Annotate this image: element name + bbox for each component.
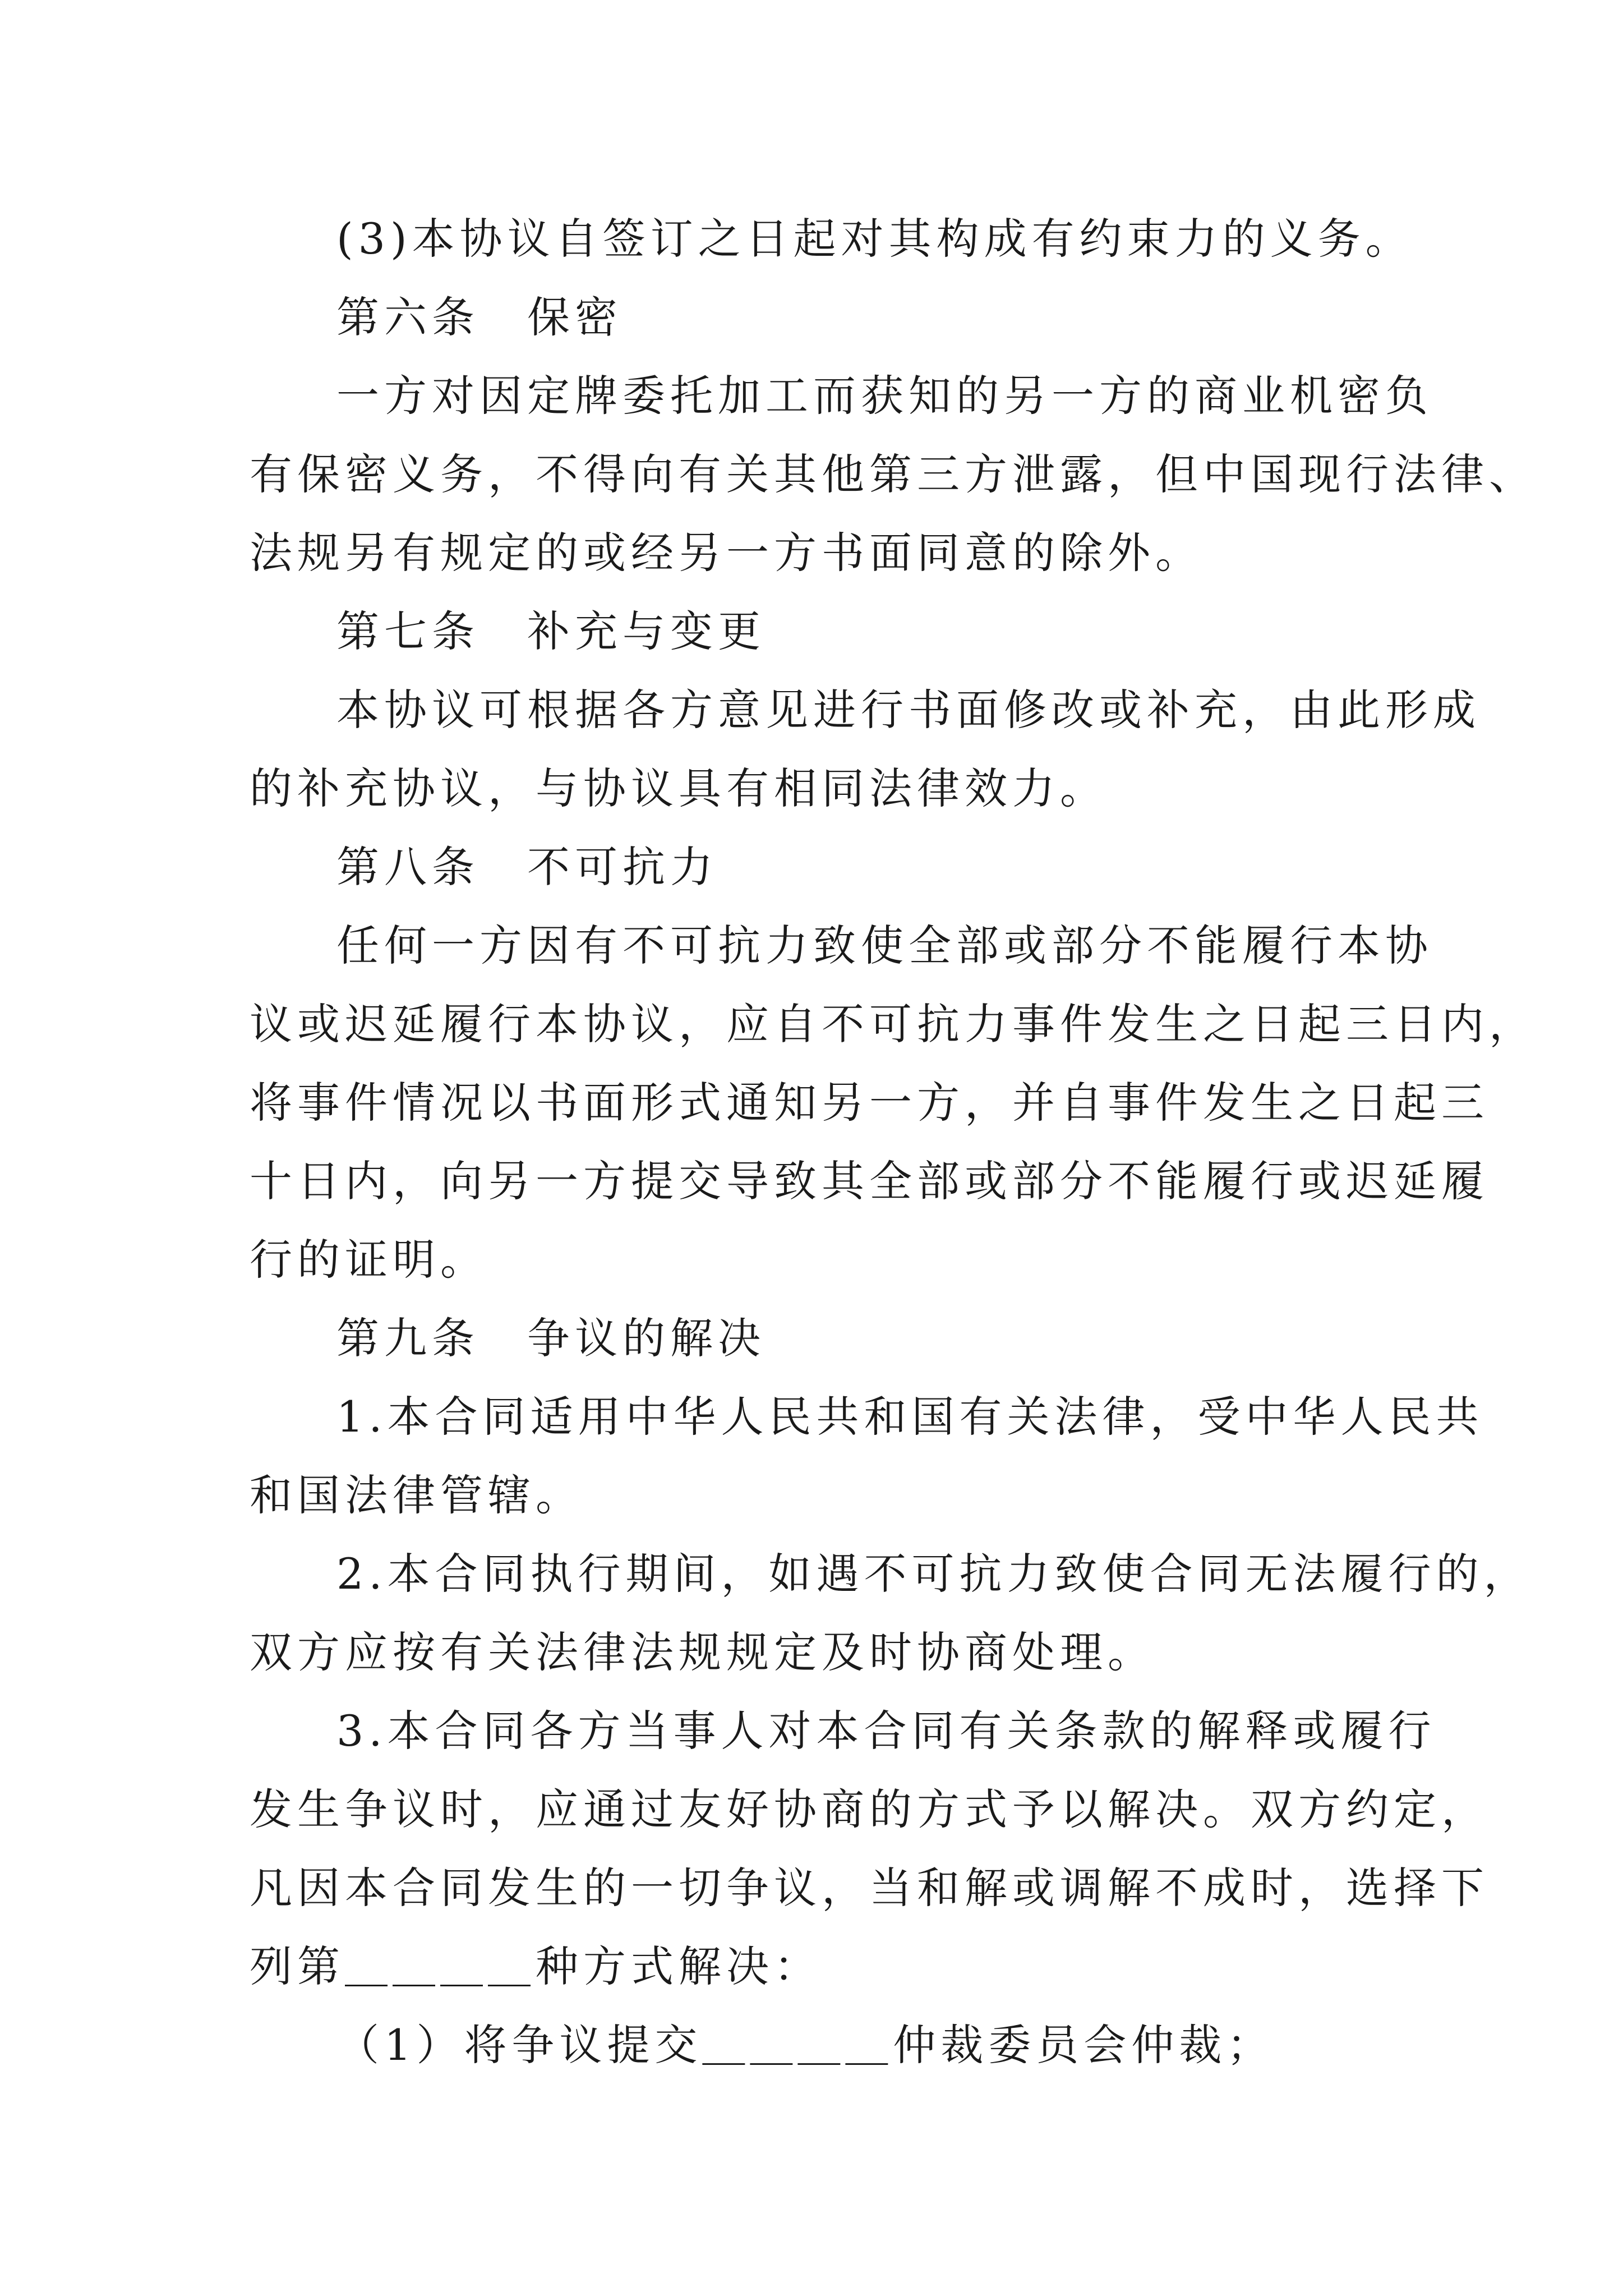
article-9-item-3-line-4: 列第＿＿＿＿种方式解决： [250,1941,822,1991]
article-9-item-1-line-1: 1.本合同适用中华人民共和国有关法律，受中华人民共 [336,1392,1484,1442]
article-6-heading: 第六条 保密 [336,292,623,342]
article-8-text-line-4: 十日内，向另一方提交导致其全部或部分不能履行或迟延履 [250,1156,1489,1206]
article-7-text-line-1: 本协议可根据各方意见进行书面修改或补充，由此形成 [336,685,1481,735]
article-8-text-line-5: 行的证明。 [250,1235,488,1285]
article-6-text-line-1: 一方对因定牌委托加工而获知的另一方的商业机密负 [336,371,1433,421]
article-8-text-line-1: 任何一方因有不可抗力致使全部或部分不能履行本协 [336,921,1433,970]
article-7-text-line-2: 的补充协议，与协议具有相同法律效力。 [250,763,1108,813]
article-9-item-3-line-2: 发生争议时，应通过友好协商的方式予以解决。双方约定， [250,1784,1489,1834]
article-8-text-line-3: 将事件情况以书面形式通知另一方，并自事件发生之日起三 [250,1078,1489,1128]
clause-5-item-3: (3)本协议自签订之日起对其构成有约束力的义务。 [336,214,1413,264]
article-8-text-line-2: 议或迟延履行本协议，应自不可抗力事件发生之日起三日内， [250,999,1537,1049]
article-9-item-2-line-2: 双方应按有关法律法规规定及时协商处理。 [250,1627,1155,1677]
article-9-heading: 第九条 争议的解决 [336,1313,766,1363]
arbitration-option-1: （1）将争议提交＿＿＿＿仲裁委员会仲裁； [336,2020,1275,2070]
article-9-item-2-line-1: 2.本合同执行期间，如遇不可抗力致使合同无法履行的， [336,1549,1532,1599]
article-9-item-3-line-3: 凡因本合同发生的一切争议，当和解或调解不成时，选择下 [250,1863,1489,1913]
article-7-heading: 第七条 补充与变更 [336,606,766,656]
article-8-heading: 第八条 不可抗力 [336,842,718,892]
article-9-item-1-line-2: 和国法律管辖。 [250,1470,583,1520]
article-9-item-3-line-1: 3.本合同各方当事人对本合同有关条款的解释或履行 [336,1706,1436,1756]
article-6-text-line-3: 法规另有规定的或经另一方书面同意的除外。 [250,528,1203,578]
article-6-text-line-2: 有保密义务，不得向有关其他第三方泄露，但中国现行法律、 [250,449,1537,499]
